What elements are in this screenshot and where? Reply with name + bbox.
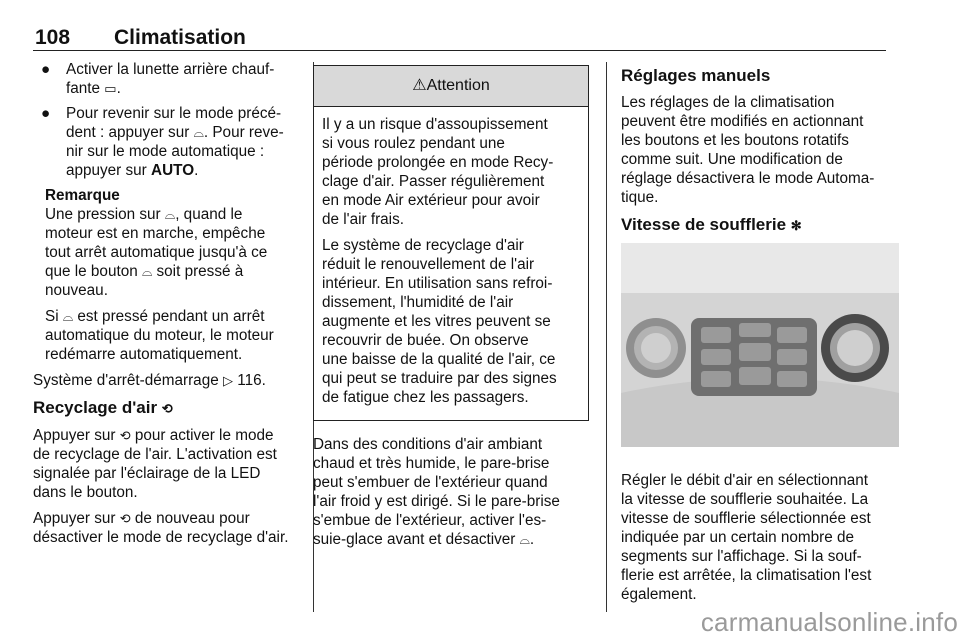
paragraph: Appuyer sur ⟲ pour activer le mode de recyclage de l'air. L'activation est signalée par l'éclairage de la LED dans le bouton. [33,427,277,501]
section-heading-recycle: Recyclage d'air ⟲ [33,397,303,420]
paragraph: Régler le débit d'air en sélectionnant la vitesse de soufflerie souhaitée. La vitesse de soufflerie sélectionnée est indiquée par un certain nombre de segments sur l'affichage. Si la souf- flerie est arrêtée, la climatisation l'est également. [621,472,872,603]
air-recirculation-icon: ⟲ [161,401,173,416]
section-heading-manual: Réglages manuels [621,66,771,85]
rear-window-heater-icon: ▭ [104,81,117,96]
page-number: 108 [35,26,71,49]
column-2 [313,60,590,556]
climate-control-photo [621,243,899,447]
list-item: ● Pour revenir sur le mode précé- dent : appuyer sur ⌓. Pour reve- nir sur le mode automatique : appuyer sur AUTO. [41,105,284,179]
watermark: carmanualsonline.info [700,607,958,637]
attention-body [314,107,588,420]
remark-block-2: Si ⌓ est pressé pendant un arrêt automatique du moteur, le moteur redémarre automatiquement. [45,308,274,363]
cross-reference[interactable]: Système d'arrêt-démarrage ▷ 116. [33,372,266,389]
air-conditioning-icon: ⌓ [193,125,204,140]
attention-paragraph-1: Il y a un risque d'assoupissement si vous roulez pendant une période prolongée en mode Recy- clage d'air. Passer régulièrement en mode Air extérieur pour avoir de l'air frais. [322,116,554,228]
air-conditioning-icon: ⌓ [164,207,176,222]
paragraph: Appuyer sur ⟲ de nouveau pour désactiver le mode de recyclage d'air. [33,510,289,546]
attention-title: Attention [426,77,490,94]
attention-paragraph-2: Le système de recyclage d'air réduit le renouvellement de l'air intérieur. En utilisation sans refroi- dissement, l'humidité de l'air augmente et les vitres peuvent se recouvrir de buée. On observe une baisse de la qualité de l'air, ce qui peut se traduire par des signes de fatigue chez les passagers. [322,237,557,406]
header-rule [33,50,886,51]
air-recirculation-icon: ⟲ [119,428,131,443]
remark-block: Remarque Une pression sur ⌓, quand le moteur est en marche, empêche tout arrêt automatique jusqu'à ce que le bouton ⌓ soit pressé à nouveau. [33,186,303,300]
attention-box [313,65,589,421]
bullet-dot: ● [41,61,51,78]
air-conditioning-icon: ⌓ [62,309,74,324]
paragraph: Les réglages de la climatisation peuvent être modifiés en actionnant les boutons et les boutons rotatifs comme suit. Une modification de réglage désactivera le mode Automa- tique. [621,94,875,206]
air-conditioning-icon: ⌓ [141,264,153,279]
page-header [33,26,886,54]
remark-title: Remarque [45,187,120,204]
air-conditioning-icon: ⌓ [519,532,530,547]
paragraph: Dans des conditions d'air ambiant chaud et très humide, le pare-brise peut s'embuer de l'extérieur quand l'air froid y est dirigé. Si le pare-brise s'embue de l'extérieur, activer l'es- suie-glace avant et désactiver ⌓. [313,436,560,548]
column-divider-2 [606,62,607,612]
fan-icon: ✻ [790,218,802,233]
air-recirculation-icon: ⟲ [119,511,131,526]
attention-header [314,66,588,107]
page-title: Climatisation [114,26,246,49]
list-item: ● Activer la lunette arrière chauf- fante ▭. [41,61,275,97]
climate-panel-illustration [621,243,899,447]
warning-triangle-icon: ⚠ [412,77,427,94]
auto-label: AUTO [151,162,195,179]
column-1 [33,60,303,554]
cross-reference-arrow-icon: ▷ [222,373,233,388]
section-heading-fan: Vitesse de soufflerie ✻ [621,214,889,237]
column-3 [621,60,889,611]
bullet-dot: ● [41,105,51,122]
